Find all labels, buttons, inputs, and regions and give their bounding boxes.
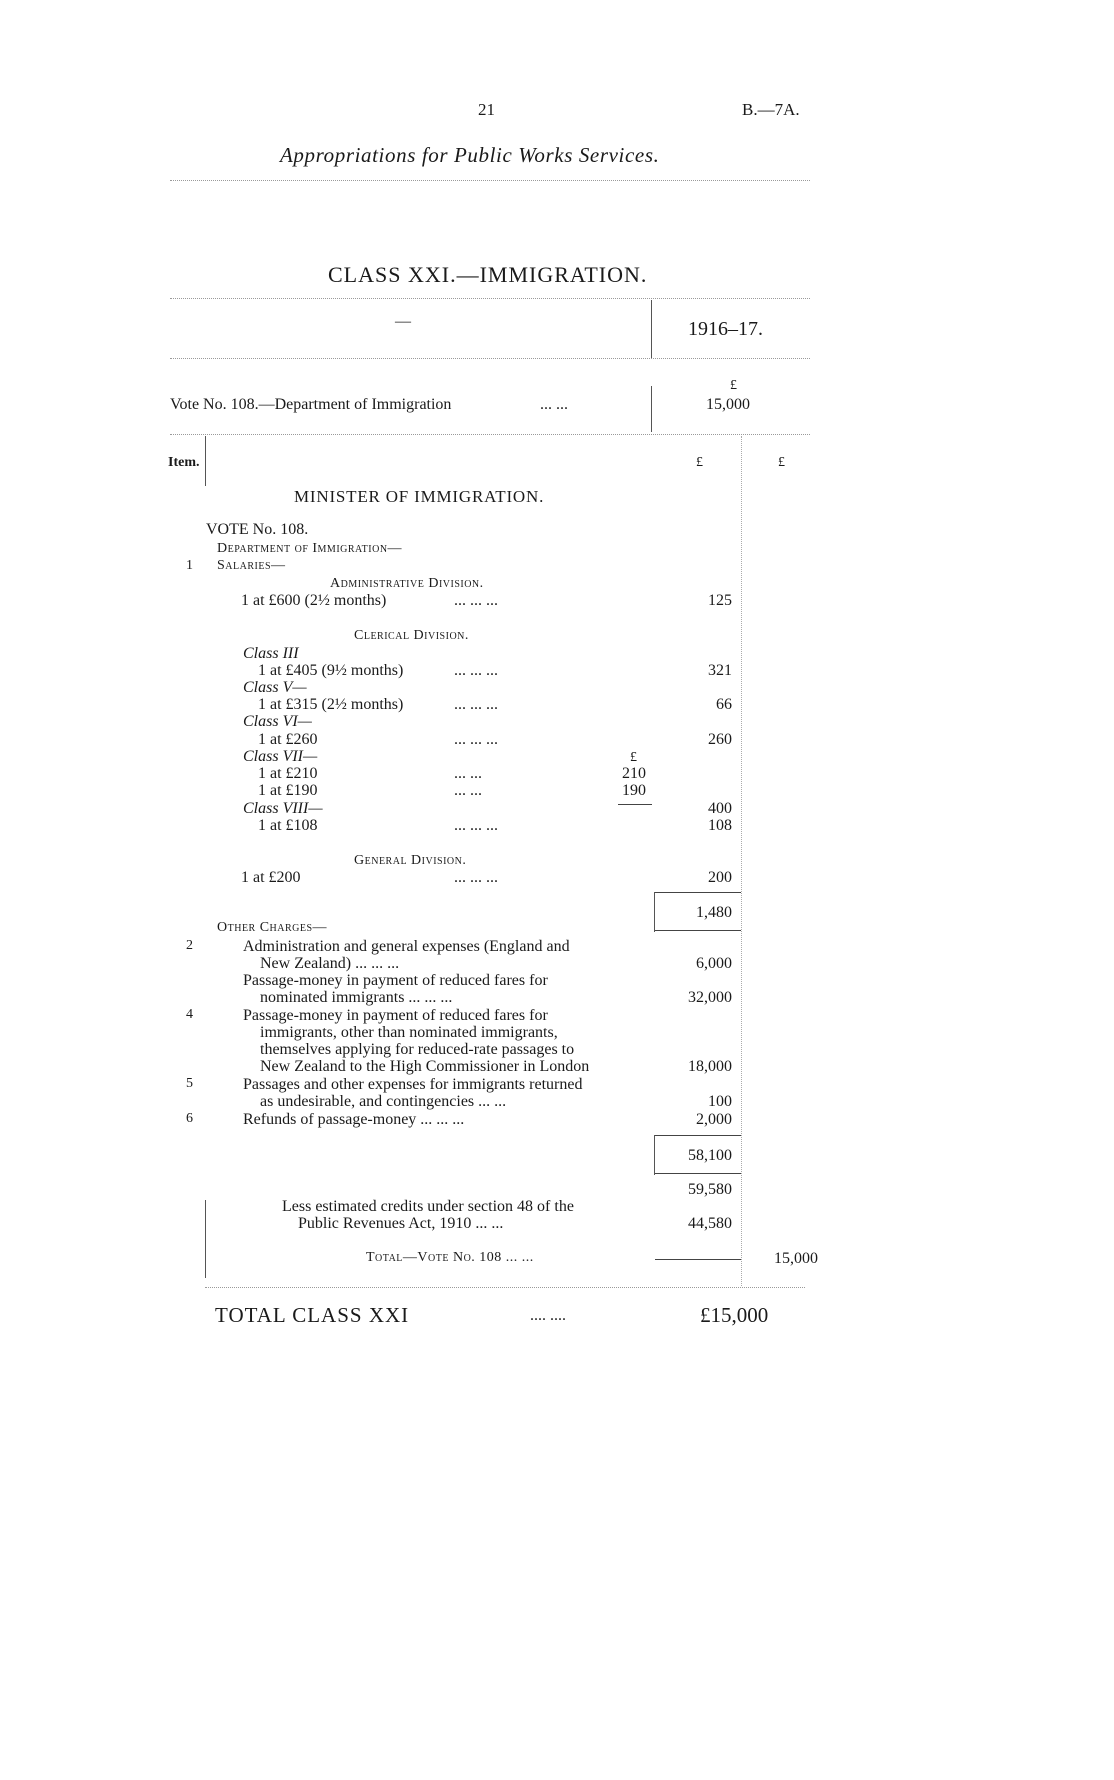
salaries-total-bracket [654, 892, 655, 932]
class-vii-currency: £ [630, 750, 637, 765]
class-viii-line-label: 1 at £108 [258, 817, 318, 834]
class-v-heading: Class V— [243, 679, 307, 696]
general-line-dots: ... ... ... [454, 869, 498, 886]
column-two-currency: £ [778, 455, 785, 470]
charge-line: Passage-money in payment of reduced fares for [243, 972, 548, 989]
class-viii-line-dots: ... ... ... [454, 817, 498, 834]
charge-item-number: 2 [186, 938, 193, 953]
administrative-division-heading: Administrative Division. [330, 576, 484, 591]
department-heading: Department of Immigration— [217, 541, 403, 556]
summary-header-rule [170, 358, 810, 359]
class-vii-subtotal-rule [618, 804, 652, 805]
general-line-label: 1 at £200 [241, 869, 301, 886]
charge-amount: 2,000 [696, 1111, 732, 1128]
total-vote-label: Total—Vote No. 108 ... ... [366, 1250, 534, 1265]
other-charges-heading: Other Charges— [217, 920, 328, 935]
admin-line-label: 1 at £600 (2½ months) [241, 592, 387, 609]
summary-year-heading: 1916–17. [688, 318, 763, 340]
class-vi-line-dots: ... ... ... [454, 731, 498, 748]
charge-amount: 6,000 [696, 955, 732, 972]
credits-line: Less estimated credits under section 48 of the [282, 1198, 574, 1215]
charge-line: immigrants, other than nominated immigrants, [260, 1024, 558, 1041]
credits-line: Public Revenues Act, 1910 ... ... [298, 1215, 504, 1232]
summary-bottom-rule [170, 434, 810, 435]
clerical-division-heading: Clerical Division. [354, 628, 469, 643]
header-rule [170, 180, 810, 181]
class-vi-heading: Class VI— [243, 713, 312, 730]
other-charges-total: 58,100 [688, 1147, 732, 1164]
general-line-amount: 200 [708, 869, 732, 886]
charge-amount: 100 [708, 1093, 732, 1110]
class-viii-line-amount: 108 [708, 817, 732, 834]
page-number: 21 [478, 100, 495, 119]
total-vote-rule [655, 1259, 741, 1260]
class-iii-line-amount: 321 [708, 662, 732, 679]
summary-vote-label: Vote No. 108.—Department of Immigration [170, 396, 452, 413]
admin-line-dots: ... ... ... [454, 592, 498, 609]
amount-column-divider [741, 436, 742, 1286]
detail-bottom-rule [205, 1287, 805, 1288]
class-iii-heading: Class III [243, 645, 299, 662]
total-class-amount: £15,000 [700, 1303, 769, 1327]
general-division-heading: General Division. [354, 853, 467, 868]
class-vii-line2-subamount: 190 [622, 782, 646, 799]
charge-item-number: 4 [186, 1007, 193, 1022]
minister-heading: MINISTER OF IMMIGRATION. [294, 487, 545, 506]
class-title: CLASS XXI.—IMMIGRATION. [328, 262, 648, 287]
total-class-dots: .... .... [530, 1307, 566, 1324]
column-one-currency: £ [696, 455, 703, 470]
charge-line: as undesirable, and contingencies ... ... [260, 1093, 507, 1110]
charge-line: New Zealand to the High Commissioner in London [260, 1058, 590, 1075]
gross-total: 59,580 [688, 1181, 732, 1198]
class-vi-line-label: 1 at £260 [258, 731, 318, 748]
total-class-label: TOTAL CLASS XXI [215, 1303, 410, 1327]
summary-column-divider [651, 300, 652, 358]
class-v-line-dots: ... ... ... [454, 696, 498, 713]
summary-blank-column: — [395, 313, 411, 330]
class-iii-line-label: 1 at £405 (9½ months) [258, 662, 404, 679]
other-charges-total-rule [655, 1135, 741, 1136]
admin-line-amount: 125 [708, 592, 732, 609]
charge-amount: 32,000 [688, 989, 732, 1006]
charge-line: Passages and other expenses for immigrants returned [243, 1076, 583, 1093]
summary-vote-dots: ... ... [540, 396, 568, 413]
charge-item-number: 6 [186, 1111, 193, 1126]
charge-item-number: 5 [186, 1076, 193, 1091]
class-title-rule [170, 298, 810, 299]
credits-left-bracket [205, 1200, 206, 1278]
charge-line: Administration and general expenses (England and [243, 938, 570, 955]
running-title: Appropriations for Public Works Services. [280, 143, 660, 167]
charge-line: themselves applying for reduced-rate passages to [260, 1041, 575, 1058]
charge-line: New Zealand) ... ... ... [260, 955, 400, 972]
total-vote-amount: 15,000 [774, 1250, 818, 1267]
charge-line: Refunds of passage-money ... ... ... [243, 1111, 465, 1128]
salaries-item-number: 1 [186, 558, 193, 573]
salaries-total-rule [655, 892, 741, 893]
class-vii-total: 400 [708, 800, 732, 817]
salaries-total: 1,480 [696, 904, 732, 921]
class-vii-line1-label: 1 at £210 [258, 765, 318, 782]
class-vi-line-amount: 260 [708, 731, 732, 748]
class-viii-heading: Class VIII— [243, 800, 323, 817]
charge-amount: 18,000 [688, 1058, 732, 1075]
summary-vote-amount: 15,000 [706, 396, 750, 413]
class-iii-line-dots: ... ... ... [454, 662, 498, 679]
document-reference: B.—7A. [742, 100, 800, 119]
class-v-line-label: 1 at £315 (2½ months) [258, 696, 404, 713]
salaries-total-bottom-rule [655, 930, 741, 931]
charge-line: Passage-money in payment of reduced fares for [243, 1007, 548, 1024]
summary-currency: £ [730, 378, 737, 393]
vote-heading: VOTE No. 108. [206, 521, 309, 538]
salaries-heading: Salaries— [217, 558, 286, 573]
credits-amount: 44,580 [688, 1215, 732, 1232]
other-charges-total-bracket [654, 1135, 655, 1175]
gross-total-rule [655, 1173, 741, 1174]
class-vii-line2-label: 1 at £190 [258, 782, 318, 799]
class-v-line-amount: 66 [716, 696, 732, 713]
class-vii-line1-dots: ... ... [454, 765, 482, 782]
class-vii-heading: Class VII— [243, 748, 318, 765]
class-vii-line2-dots: ... ... [454, 782, 482, 799]
item-column-divider [205, 436, 206, 486]
class-vii-line1-subamount: 210 [622, 765, 646, 782]
charge-line: nominated immigrants ... ... ... [260, 989, 453, 1006]
item-column-header: Item. [168, 455, 200, 470]
summary-body-divider [651, 386, 652, 432]
